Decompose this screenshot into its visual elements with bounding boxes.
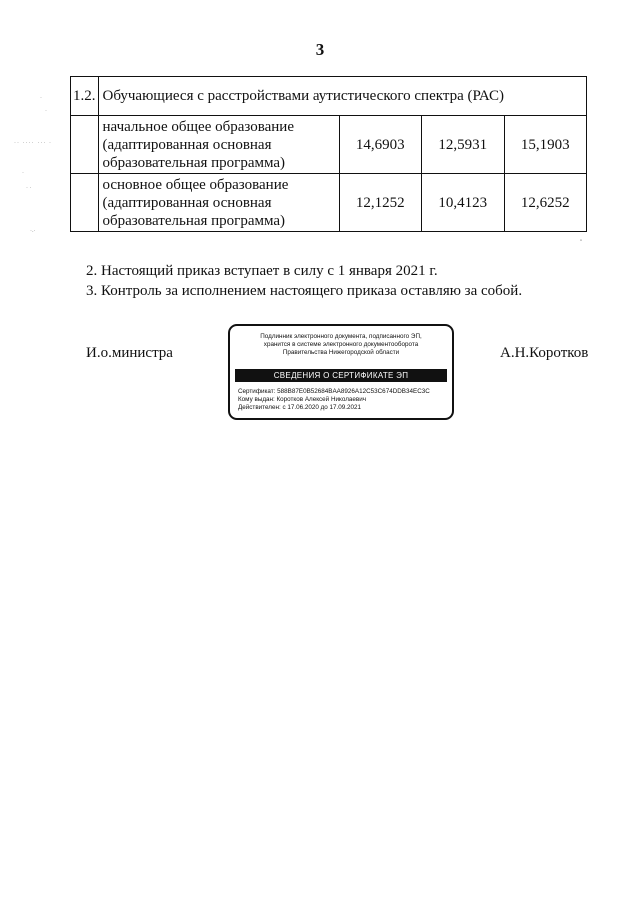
order-item-2: 2. Настоящий приказ вступает в силу с 1 января 2021 г. — [86, 263, 438, 279]
value-cell: 12,6252 — [504, 174, 587, 232]
stamp-issued-to: Кому выдан: Коротков Алексей Николаевич — [238, 396, 367, 403]
value-cell: 12,5931 — [422, 116, 505, 174]
scan-speck: · — [40, 95, 42, 101]
signatory-name: А.Н.Коротков — [500, 345, 589, 361]
stamp-certificate: Сертификат: 588B87E0B52684BAA8926A12C53C674DDB34EC3C — [238, 388, 430, 395]
value-cell: 10,4123 — [422, 174, 505, 232]
description-line: начальное общее образование — [102, 118, 294, 135]
table-section-row — [71, 77, 587, 116]
scan-speck: ·· ···· ··· · — [14, 140, 52, 146]
e-signature-stamp — [228, 324, 454, 420]
empty-number-cell — [71, 174, 99, 232]
description-line: образовательная программа) — [102, 212, 286, 229]
rates-table — [70, 76, 587, 232]
description-line: (адаптированная основная — [102, 194, 272, 211]
scan-speck: · — [22, 170, 24, 176]
description-line: образовательная программа) — [102, 154, 286, 171]
section-number-cell: 1.2. — [71, 77, 99, 116]
table-row — [71, 116, 587, 174]
stamp-details — [238, 388, 430, 412]
description-cell — [98, 174, 339, 232]
stamp-notice — [230, 333, 452, 357]
stamp-notice-line: Правительства Нижегородской области — [282, 349, 400, 356]
table-row — [71, 174, 587, 232]
value-cell: 14,6903 — [339, 116, 422, 174]
description-line: (адаптированная основная — [102, 136, 272, 153]
page-number: 3 — [315, 40, 325, 59]
stamp-header: СВЕДЕНИЯ О СЕРТИФИКАТЕ ЭП — [235, 369, 447, 382]
scan-speck: '' — [580, 240, 583, 246]
scan-speck: · · — [26, 185, 32, 191]
scan-speck: · — [45, 108, 47, 114]
stamp-validity: Действителен: с 17.06.2020 до 17.09.2021 — [238, 404, 362, 411]
stamp-notice-line: хранится в системе электронного документооборота — [263, 341, 419, 348]
value-cell: 12,1252 — [339, 174, 422, 232]
description-line: основное общее образование — [102, 176, 289, 193]
stamp-notice-line: Подлинник электронного документа, подписанного ЭП, — [260, 333, 422, 340]
section-title-cell: Обучающиеся с расстройствами аутистического спектра (РАС) — [98, 77, 587, 116]
order-item-3: 3. Контроль за исполнением настоящего приказа оставляю за собой. — [86, 283, 523, 299]
scan-speck: ·.· — [30, 228, 36, 234]
empty-number-cell — [71, 116, 99, 174]
signatory-title: И.о.министра — [86, 345, 173, 361]
value-cell: 15,1903 — [504, 116, 587, 174]
description-cell — [98, 116, 339, 174]
